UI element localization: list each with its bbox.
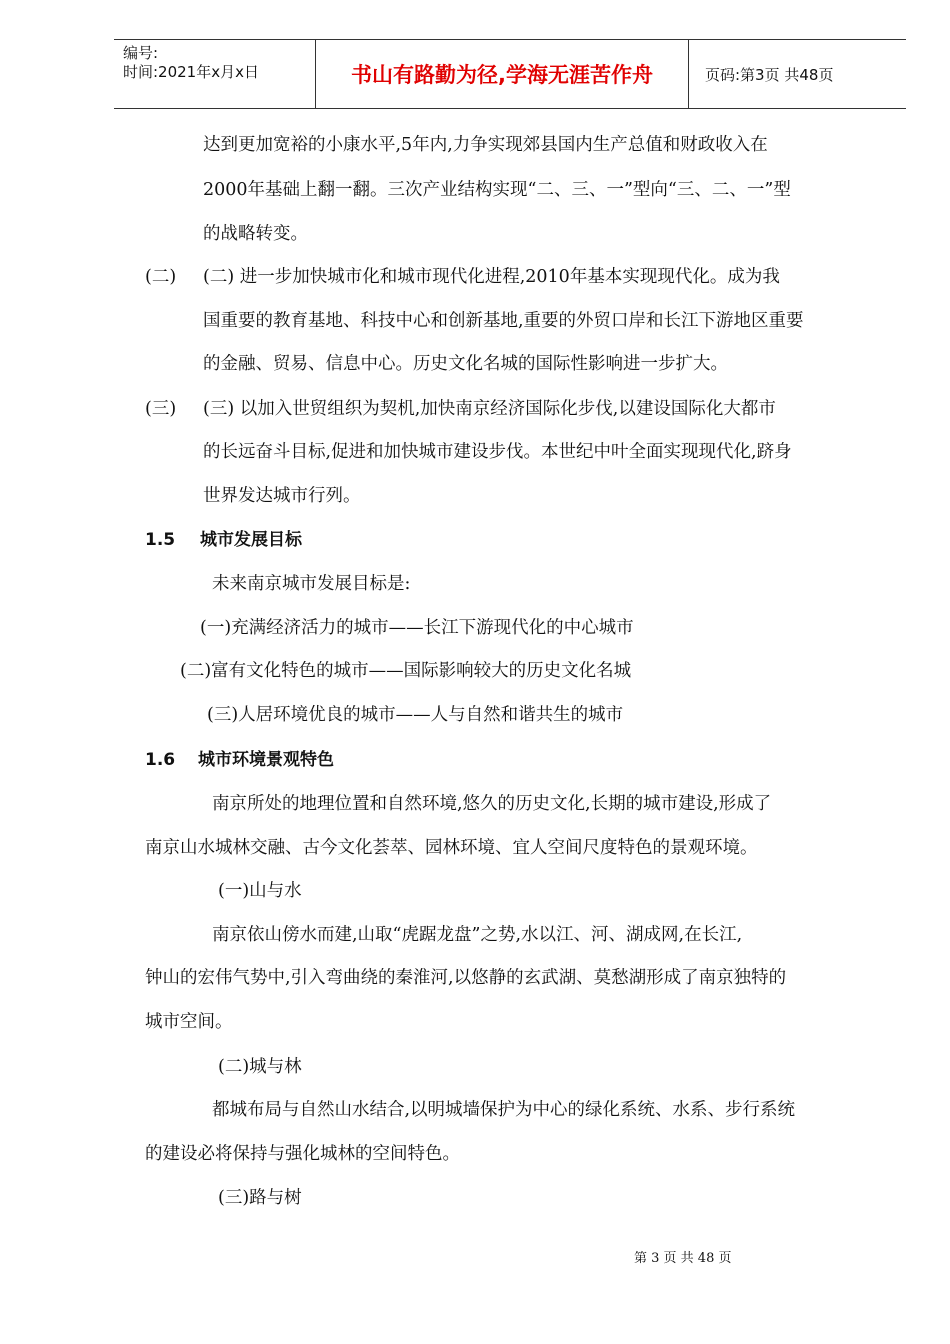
page-footer: 第 3 页 共 48 页 [634,1251,732,1266]
page-info-text: 页码:第3页 共48页 [705,65,834,84]
section-heading: 城市环境景观特色 [198,750,334,770]
subsection-heading: (三)路与树 [218,1188,302,1208]
paragraph-line: 南京依山傍水而建,山取“虎踞龙盘”之势,水以江、河、湖成网,在长江, [212,925,743,945]
paragraph-line: 钟山的宏伟气势中,引入弯曲绕的秦淮河,以悠静的玄武湖、莫愁湖形成了南京独特的 [145,968,787,988]
header-motto: 书山有路勤为径,学海无涯苦作舟 [316,40,689,108]
paragraph-line: 2000年基础上翻一翻。三次产业结构实现“二、三、一”型向“三、二、一”型 [203,180,791,200]
paragraph-line: 的战略转变。 [203,224,308,244]
goal-item: (一)充满经济活力的城市——长江下游现代化的中心城市 [200,618,634,638]
list-item-line: (二) 进一步加快城市化和城市现代化进程,2010年基本实现现代化。成为我 [203,267,780,287]
paragraph-line: 南京山水城林交融、古今文化荟萃、园林环境、宜人空间尺度特色的景观环境。 [145,838,758,858]
paragraph-line: 达到更加宽裕的小康水平,5年内,力争实现郊县国内生产总值和财政收入在 [203,135,768,155]
header-page-info [697,40,905,108]
list-marker: (二) [145,267,177,287]
goal-item: (二)富有文化特色的城市——国际影响较大的历史文化名城 [180,661,632,681]
list-item-line: 的金融、贸易、信息中心。历史文化名城的国际性影响进一步扩大。 [203,354,728,374]
paragraph-line: 都城布局与自然山水结合,以明城墙保护为中心的绿化系统、水系、步行系统 [212,1100,796,1120]
goal-item: (三)人居环境优良的城市——人与自然和谐共生的城市 [207,705,624,725]
paragraph-line: 城市空间。 [145,1012,233,1032]
header-meta [114,40,316,108]
subsection-heading: (二)城与林 [218,1057,302,1077]
list-item-line: 世界发达城市行列。 [203,486,361,506]
paragraph-line: 的建设必将保持与强化城林的空间特色。 [145,1144,460,1164]
section-number: 1.5 [145,530,176,550]
page-header [114,39,906,109]
list-item-line: (三) 以加入世贸组织为契机,加快南京经济国际化步伐,以建设国际化大都市 [203,399,776,419]
list-item-line: 的长远奋斗目标,促进和加快城市建设步伐。本世纪中叶全面实现现代化,跻身 [203,442,792,462]
subsection-heading: (一)山与水 [218,881,302,901]
section-heading: 城市发展目标 [200,530,302,550]
paragraph-line: 未来南京城市发展目标是: [212,574,411,594]
list-marker: (三) [145,399,177,419]
doc-time-label: 时间:2021年x月x日 [123,63,259,81]
doc-number-label: 编号: [123,44,159,62]
paragraph-line: 南京所处的地理位置和自然环境,悠久的历史文化,长期的城市建设,形成了 [212,794,772,814]
section-number: 1.6 [145,750,176,770]
list-item-line: 国重要的教育基地、科技中心和创新基地,重要的外贸口岸和长江下游地区重要 [203,311,804,331]
